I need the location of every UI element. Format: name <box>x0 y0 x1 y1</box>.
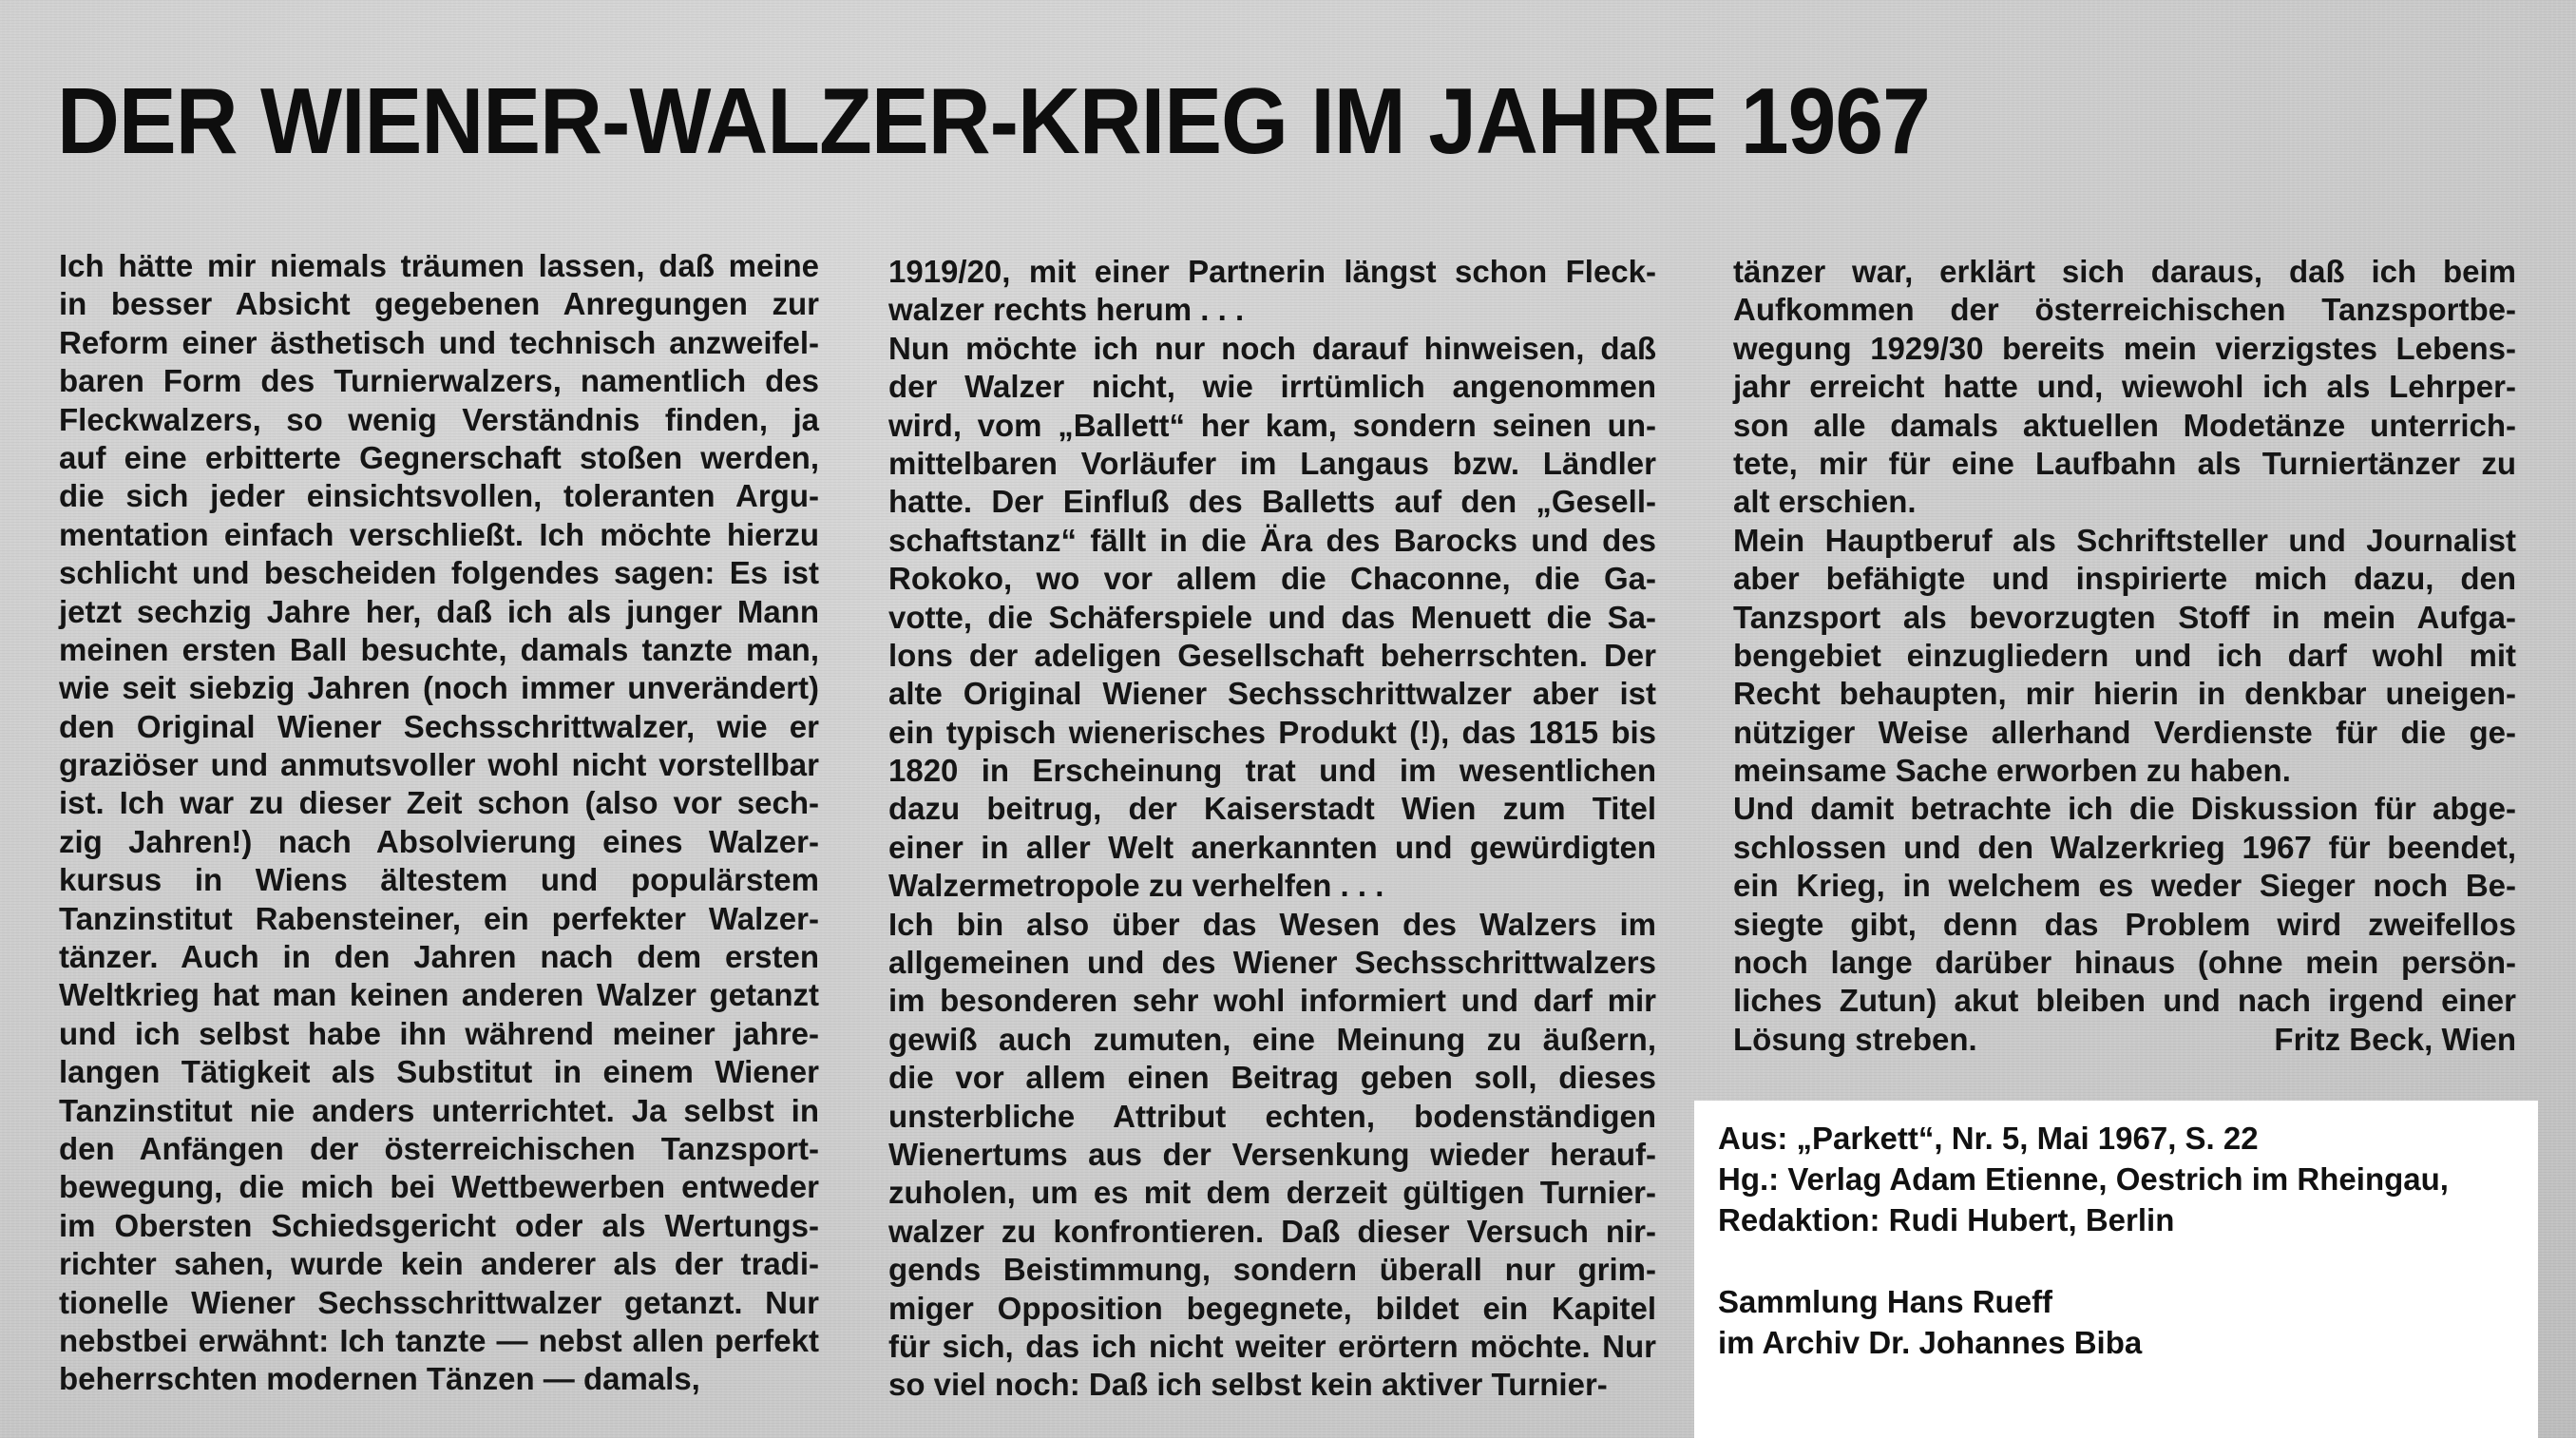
text-line: Wienertums aus der Versenkung wieder herauf- <box>888 1136 1656 1172</box>
text-line: graziöser und anmutsvoller wohl nicht vorstellbar <box>59 747 819 783</box>
text-line: tete, mir für eine Laufbahn als Turniertänzer zu <box>1733 445 2516 481</box>
text-line: wegung 1929/30 bereits mein vierzigstes Lebens- <box>1733 330 2516 366</box>
text-line: unsterbliche Attribut echten, bodenständigen <box>888 1098 1656 1134</box>
citation-line: Hg.: Verlag Adam Etienne, Oestrich im Rheingau, <box>1718 1161 2449 1197</box>
text-line: 1919/20, mit einer Partnerin längst schon Fleck- <box>888 254 1656 289</box>
citation-line: Aus: „Parkett“, Nr. 5, Mai 1967, S. 22 <box>1718 1121 2259 1156</box>
text-line: Fleckwalzers, so wenig Verständnis finden, ja <box>59 401 819 437</box>
author-signature: Fritz Beck, Wien <box>2274 1021 2516 1057</box>
text-line: gends Beistimmung, sondern überall nur grim- <box>888 1252 1656 1288</box>
text-line: Tanzinstitut nie anders unterrichtet. Ja selbst in <box>59 1092 819 1128</box>
text-line: ein typisch wienerisches Produkt (!), das 1815 bis <box>888 714 1656 750</box>
text-line: jahr erreicht hatte und, wiewohl ich als Lehrper- <box>1733 369 2516 405</box>
text-line: bengebiet einzugliedern und ich darf wohl mit <box>1733 637 2516 673</box>
text-line: Tanzsport als bevorzugten Stoff in mein Aufga- <box>1733 599 2516 635</box>
text-line: schlossen und den Walzerkrieg 1967 für beendet, <box>1733 829 2516 865</box>
text-line: den Original Wiener Sechsschrittwalzer, wie er <box>59 708 819 744</box>
article-headline: DER WIENER-WALZER-KRIEG IM JAHRE 1967 <box>57 68 1930 173</box>
text-line: tionelle Wiener Sechsschrittwalzer getanzt. Nur <box>59 1284 819 1320</box>
text-line: Weltkrieg hat man keinen anderen Walzer getanzt <box>59 977 819 1013</box>
text-line: hatte. Der Einfluß des Balletts auf den „Gesell- <box>888 484 1656 520</box>
text-line: liches Zutun) akut bleiben und nach irgend einer <box>1733 983 2516 1019</box>
text-line: alt erschien. <box>1733 484 1917 520</box>
text-line: einer in aller Welt anerkannten und gewürdigten <box>888 829 1656 865</box>
text-line: Walzermetropole zu verhelfen . . . <box>888 868 1384 904</box>
text-line: mittelbaren Vorläufer im Langaus bzw. Ländler <box>888 445 1656 481</box>
text-line: in besser Absicht gegebenen Anregungen zur <box>59 286 819 322</box>
text-line: mentation einfach verschließt. Ich möchte hierzu <box>59 516 819 552</box>
text-line: Mein Hauptberuf als Schriftsteller und Journalist <box>1733 522 2516 558</box>
text-line: Und damit betrachte ich die Diskussion für abge- <box>1733 791 2516 827</box>
text-line: Aufkommen der österreichischen Tanzsportbe- <box>1733 292 2516 328</box>
text-line: im Obersten Schiedsgericht oder als Wertungs- <box>59 1207 819 1243</box>
text-line: jetzt sechzig Jahre her, daß ich als junger Mann <box>59 593 819 629</box>
article-column-2 <box>888 253 1656 1405</box>
text-line: so viel noch: Daß ich selbst kein aktiver Turnier- <box>888 1367 1608 1403</box>
text-line: miger Opposition begegnete, bildet ein Kapitel <box>888 1290 1656 1326</box>
text-line: ist. Ich war zu dieser Zeit schon (also vor sech- <box>59 785 819 821</box>
text-line: dazu beitrug, der Kaiserstadt Wien zum Titel <box>888 791 1656 827</box>
text-line: tänzer. Auch in den Jahren nach dem ersten <box>59 939 819 975</box>
text-line: zig Jahren!) nach Absolvierung eines Walzer- <box>59 823 819 859</box>
text-line: baren Form des Turnierwalzers, namentlich des <box>59 363 819 399</box>
text-line: die sich jeder einsichtsvollen, toleranten Argu- <box>59 478 819 514</box>
text-line: im besonderen sehr wohl informiert und darf mir <box>888 983 1656 1019</box>
text-line: für sich, das ich nicht weiter erörtern möchte. Nur <box>888 1328 1656 1364</box>
text-line: alte Original Wiener Sechsschrittwalzer aber ist <box>888 676 1656 712</box>
text-line: wie seit siebzig Jahren (noch immer unverändert) <box>59 670 819 706</box>
citation-text <box>1718 1118 2449 1363</box>
text-line: Nun möchte ich nur noch darauf hinweisen, daß <box>888 330 1656 366</box>
text-line: votte, die Schäferspiele und das Menuett die Sa- <box>888 599 1656 635</box>
text-line: und ich selbst habe ihn während meiner jahre- <box>59 1015 819 1051</box>
citation-box <box>1694 1101 2538 1438</box>
text-line: Rokoko, wo vor allem die Chaconne, die Ga- <box>888 561 1656 597</box>
text-line: kursus in Wiens ältestem und populärstem <box>59 862 819 898</box>
text-line: zuholen, um es mit dem derzeit gültigen Turnier- <box>888 1175 1656 1211</box>
text-line: Tanzinstitut Rabensteiner, ein perfekter Walzer- <box>59 900 819 936</box>
article-column-3 <box>1733 253 2516 1059</box>
text-line: walzer zu konfrontieren. Daß dieser Versuch nir- <box>888 1213 1656 1249</box>
text-line: beherrschten modernen Tänzen — damals, <box>59 1361 700 1397</box>
citation-line: Redaktion: Rudi Hubert, Berlin <box>1718 1202 2175 1237</box>
text-line: aber befähigte und inspirierte mich dazu, den <box>1733 561 2516 597</box>
text-line: meinen ersten Ball besuchte, damals tanzte man, <box>59 631 819 667</box>
text-line: lons der adeligen Gesellschaft beherrschten. Der <box>888 637 1656 673</box>
text-line: meinsame Sache erworben zu haben. <box>1733 753 2291 789</box>
text-line: Reform einer ästhetisch und technisch anzweifel- <box>59 324 819 360</box>
text-line: siegte gibt, denn das Problem wird zweifellos <box>1733 906 2516 942</box>
text-line: nebstbei erwähnt: Ich tanzte — nebst allen perfekt <box>59 1322 819 1358</box>
text-line: nütziger Weise allerhand Verdienste für die ge- <box>1733 714 2516 750</box>
citation-spacer <box>1718 1240 2449 1281</box>
text-line: ein Krieg, in welchem es weder Sieger noch Be- <box>1733 868 2516 904</box>
text-line: schaftstanz“ fällt in die Ära des Barocks und des <box>888 522 1656 558</box>
text-line: gewiß auch zumuten, eine Meinung zu äußern, <box>888 1021 1656 1057</box>
article-column-1 <box>59 247 819 1399</box>
text-line: 1820 in Erscheinung trat und im wesentlichen <box>888 753 1656 789</box>
text-line: wird, vom „Ballett“ her kam, sondern seinen un- <box>888 407 1656 443</box>
text-line: richter sahen, wurde kein anderer als der tradi- <box>59 1246 819 1282</box>
text-line: auf eine erbitterte Gegnerschaft stoßen werden, <box>59 439 819 475</box>
citation-line: Sammlung Hans Rueff <box>1718 1284 2053 1319</box>
text-line: Lösung streben. <box>1733 1021 1977 1057</box>
text-line: tänzer war, erklärt sich daraus, daß ich beim <box>1733 254 2516 289</box>
closing-line-row <box>1733 1021 2516 1059</box>
text-line: die vor allem einen Beitrag geben soll, dieses <box>888 1060 1656 1096</box>
text-line: Ich hätte mir niemals träumen lassen, daß meine <box>59 248 819 283</box>
text-line: bewegung, die mich bei Wettbewerben entweder <box>59 1169 819 1205</box>
text-line: Recht behaupten, mir hierin in denkbar uneigen- <box>1733 676 2516 712</box>
text-line: Ich bin also über das Wesen des Walzers im <box>888 906 1656 942</box>
text-line: schlicht und bescheiden folgendes sagen: Es ist <box>59 555 819 591</box>
text-line: der Walzer nicht, wie irrtümlich angenommen <box>888 369 1656 405</box>
text-line: son alle damals aktuellen Modetänze unterrich- <box>1733 407 2516 443</box>
citation-line: im Archiv Dr. Johannes Biba <box>1718 1325 2143 1360</box>
text-line: den Anfängen der österreichischen Tanzsport- <box>59 1130 819 1166</box>
text-line: allgemeinen und des Wiener Sechsschrittwalzers <box>888 945 1656 981</box>
text-line: noch lange darüber hinaus (ohne mein persön- <box>1733 945 2516 981</box>
text-line: walzer rechts herum . . . <box>888 292 1245 328</box>
text-line: langen Tätigkeit als Substitut in einem Wiener <box>59 1054 819 1090</box>
